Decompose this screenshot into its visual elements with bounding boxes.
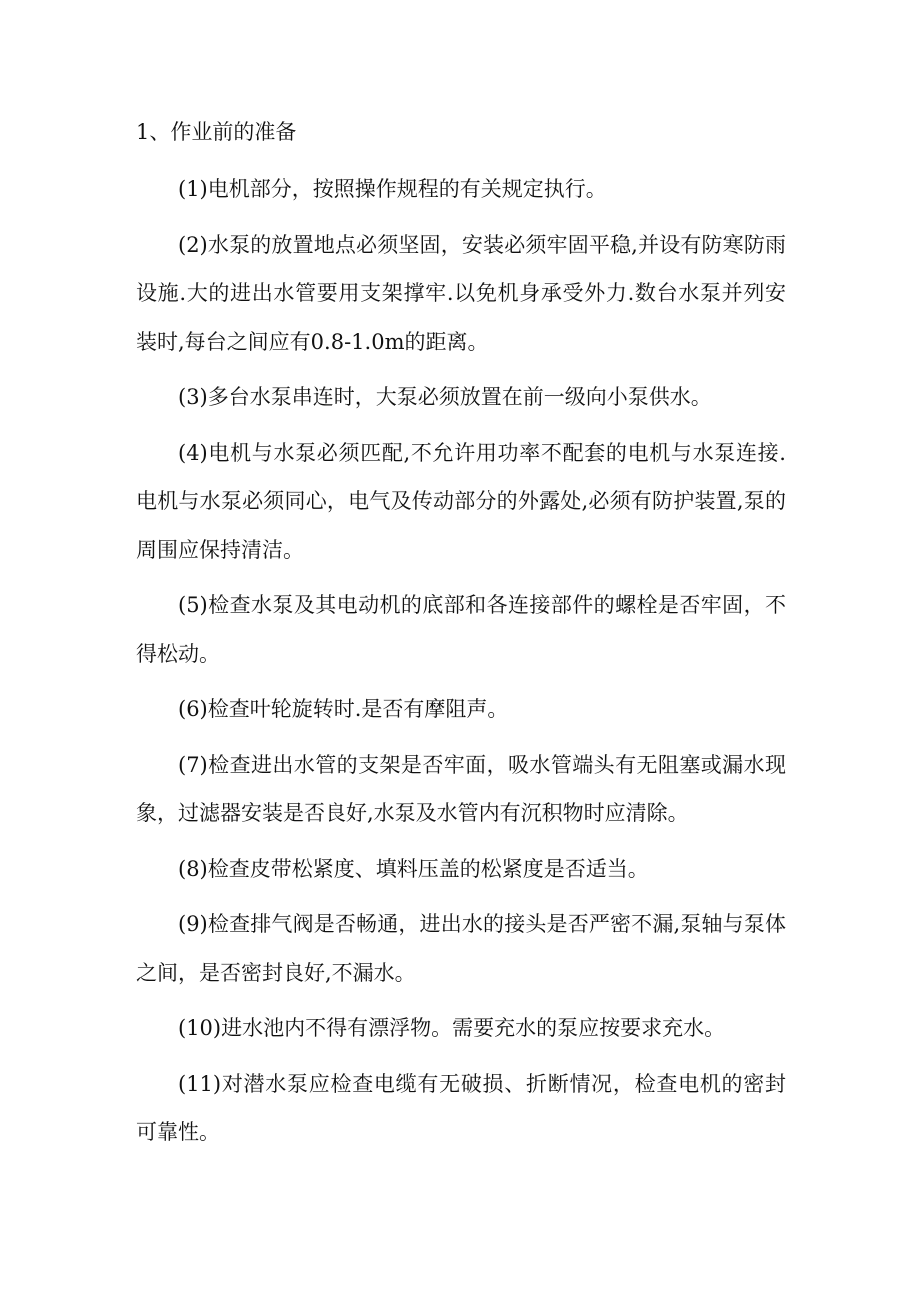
list-item-2: (2)水泵的放置地点必须坚固，安装必须牢固平稳,并设有防寒防雨设施.大的进出水管要用支架撑牢.以免机身承受外力.数台水泵并列安装时,每台之间应有0.8-1.0m的距离。 xyxy=(136,232,786,354)
list-item-9: (9)检查排气阀是否畅通，进出水的接头是否严密不漏,泵轴与泵体之间，是否密封良好,不漏水。 xyxy=(136,912,786,985)
list-item-10: (10)进水池内不得有漂浮物。需要充水的泵应按要求充水。 xyxy=(178,1016,726,1040)
list-item-11: (11)对潜水泵应检查电缆有无破损、折断情况，检查电机的密封可靠性。 xyxy=(136,1071,786,1144)
list-item-4: (4)电机与水泵必须匹配,不允许用功率不配套的电机与水泵连接.电机与水泵必须同心，电气及传动部分的外露处,必须有防护装置,泵的周围应保持清洁。 xyxy=(136,440,786,562)
list-item-7: (7)检查进出水管的支架是否牢面，吸水管端头有无阻塞或漏水现象，过滤器安装是否良好,水泵及水管内有沉积物时应清除。 xyxy=(136,752,786,825)
section-heading: 1、作业前的准备 xyxy=(136,120,297,144)
list-item-5: (5)检查水泵及其电动机的底部和各连接部件的螺栓是否牢固，不得松动。 xyxy=(136,593,786,666)
list-item-6: (6)检查叶轮旋转时.是否有摩阻声。 xyxy=(178,697,509,721)
list-item-8: (8)检查皮带松紧度、填料压盖的松紧度是否适当。 xyxy=(178,856,649,881)
list-item-3: (3)多台水泵串连时，大泵必须放置在前一级向小泵供水。 xyxy=(178,385,712,409)
document-body xyxy=(136,117,786,1157)
list-item-1: (1)电机部分，按照操作规程的有关规定执行。 xyxy=(178,177,607,201)
